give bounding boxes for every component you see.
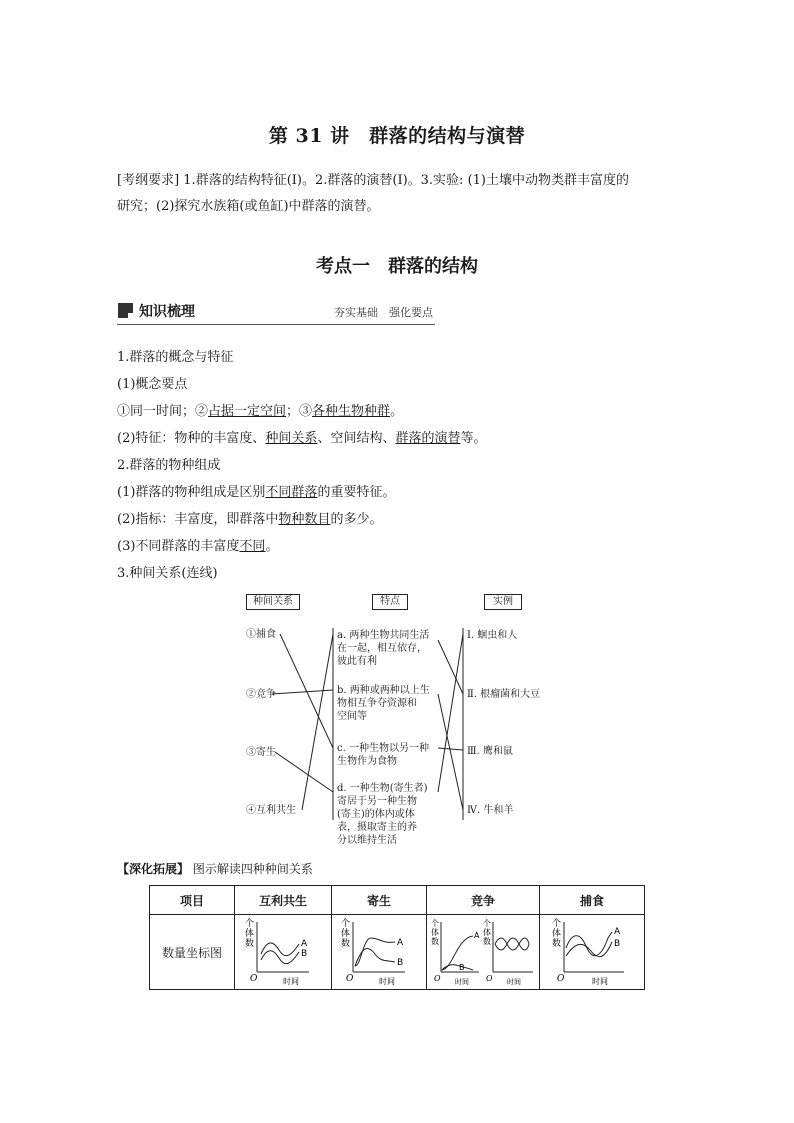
table-header: 项目 (150, 886, 235, 915)
feature-a (337, 629, 429, 668)
heading-3: 3.种间关系(连线) (117, 566, 218, 581)
axis-y-char: 数 (431, 937, 439, 946)
text-run: 的多少。 (330, 512, 383, 527)
label-a: A (614, 927, 621, 937)
text-run: 、空间结构、 (317, 431, 396, 446)
feature-line: 彼此有利 (337, 656, 377, 667)
underlined-answer: 占据一定空间 (208, 404, 287, 419)
feature-line: a. 两种生物共同生活 (337, 630, 430, 641)
feature-line: (寄主)的体内或体 (337, 809, 415, 820)
link-feature-a (438, 640, 463, 694)
knowledge-bar-subtitle: 夯实基础 强化要点 (334, 306, 433, 319)
label-b: B (301, 949, 308, 959)
example-item: Ⅰ. 蛔虫和人 (467, 630, 518, 641)
table-header: 互利共生 (235, 886, 332, 915)
extension-line (117, 860, 313, 877)
curve-b (261, 951, 299, 964)
axis-y-char: 数 (552, 939, 562, 949)
axis-y-char: 体 (431, 928, 439, 937)
graph-competition (427, 915, 540, 990)
label-a: A (301, 939, 308, 949)
origin-label: O (434, 974, 441, 983)
origin-label: O (557, 974, 565, 984)
knowledge-bar-title: 知识梳理 (139, 304, 195, 320)
axis-y-char: 体 (552, 929, 562, 939)
heading-1: 1.群落的概念与特征 (117, 350, 234, 365)
origin-label: O (486, 974, 493, 983)
predation-chart (550, 918, 634, 986)
feature-line: 空间等 (337, 711, 367, 722)
axis-y-char: 体 (483, 928, 491, 937)
section-title: 考点一 群落的结构 (316, 256, 478, 277)
axis-x-label: 时间 (592, 977, 608, 986)
axis-x-label: 时间 (283, 977, 299, 986)
text-run: (3)不同群落的丰富度 (117, 539, 240, 554)
feature-line: b. 两种或两种以上生 (337, 685, 430, 696)
example-item: Ⅱ. 根瘤菌和大豆 (467, 689, 541, 700)
underlined-answer: 物种数目 (278, 512, 331, 527)
syllabus-tag: [考纲要求] (117, 173, 180, 188)
axis-y-char: 体 (245, 929, 255, 939)
table-row-label: 数量坐标图 (150, 915, 235, 990)
feature-line: 分以维持生活 (337, 835, 397, 846)
curve-a (442, 936, 473, 970)
axis-y-char: 数 (483, 937, 491, 946)
axis-y-char: 个 (483, 919, 491, 928)
graph-parasitism (332, 915, 427, 990)
axis-y-char: 个 (245, 919, 255, 929)
graph-mutualism (235, 915, 332, 990)
label-b: B (397, 958, 404, 968)
axis-y-char: 体 (341, 929, 351, 939)
feature-line: 表，摄取寄主的养 (337, 822, 417, 833)
label-b: B (459, 963, 465, 972)
underlined-answer: 各种生物种群 (312, 404, 391, 419)
relations-table (149, 885, 645, 990)
competition-chart (429, 918, 537, 986)
curve-a (566, 932, 612, 956)
origin-label: O (346, 974, 354, 984)
header-relation: 种间关系 (246, 594, 300, 610)
link-competition (272, 690, 333, 694)
relation-item: ④互利共生 (246, 805, 296, 816)
text-run: 。 (390, 404, 404, 419)
feature-line: 生物作为食物 (337, 756, 397, 767)
example-item: Ⅳ. 牛和羊 (467, 805, 514, 816)
table-header: 捕食 (540, 886, 645, 915)
text-run: ；③ (286, 404, 313, 419)
concept-heading: (1)概念要点 (117, 377, 188, 392)
example-item: Ⅲ. 鹰和鼠 (467, 746, 514, 757)
syllabus-line2: 研究；(2)探究水族箱(或鱼缸)中群落的演替。 (117, 199, 380, 214)
underlined-answer: 不同 (239, 539, 266, 554)
mutualism-chart (243, 918, 323, 986)
text-run: 等。 (460, 431, 487, 446)
header-example: 实例 (484, 594, 522, 610)
feature-c (337, 742, 429, 768)
graph-predation (540, 915, 645, 990)
underlined-answer: 群落的演替 (395, 431, 461, 446)
label-a: A (474, 931, 480, 940)
feature-line: c. 一种生物以另一种 (337, 743, 429, 754)
text-run: 。 (265, 539, 279, 554)
axis-x-label: 时间 (455, 978, 469, 986)
header-feature: 特点 (372, 594, 408, 610)
table-header: 寄生 (332, 886, 427, 915)
label-b: B (614, 939, 621, 949)
table-header-row (150, 886, 645, 915)
feature-line: 在一起，相互依存， (337, 643, 427, 654)
text-run: ①同一时间；② (117, 404, 209, 419)
origin-label: O (250, 974, 258, 984)
feature-line: 物相互争夺资源和 (337, 698, 417, 709)
curve-a (495, 938, 529, 950)
axis-y-char: 个 (552, 919, 562, 929)
text-run: (2)指标：丰富度，即群落中 (117, 512, 279, 527)
text-run: (1)群落的物种组成是区别 (117, 485, 266, 500)
axis-y-char: 个 (341, 919, 351, 929)
feature-line: 寄居于另一种生物 (337, 796, 417, 807)
curve-b (495, 938, 529, 950)
relation-item: ③寄生 (246, 747, 276, 758)
feature-line: d. 一种生物(寄生者) (337, 783, 428, 794)
curve-a (355, 938, 395, 966)
text-run: (2)特征：物种的丰富度、 (117, 431, 266, 446)
link-mutualism (302, 634, 333, 810)
axis-x-label: 时间 (379, 977, 395, 986)
syllabus-line1: 1.群落的结构特征(Ⅰ)。2.群落的演替(Ⅰ)。3.实验: (1)土壤中动物类群丰富度的 (179, 173, 629, 188)
table-header: 竞争 (427, 886, 540, 915)
curve-a (261, 943, 299, 956)
link-parasitism (275, 752, 333, 792)
label-a: A (397, 938, 404, 948)
relation-item: ①捕食 (246, 629, 276, 640)
extension-tag: 【深化拓展】 (117, 862, 190, 876)
axis-x-label: 时间 (507, 978, 521, 986)
page-title: 第 31 讲 群落的结构与演替 (268, 125, 526, 147)
feature-d (337, 782, 428, 847)
heading-2: 2.群落的物种组成 (117, 458, 221, 473)
axis-y-char: 个 (431, 919, 439, 928)
extension-text: 图示解读四种种间关系 (189, 862, 313, 876)
underlined-answer: 不同群落 (265, 485, 318, 500)
parasitism-chart (339, 918, 419, 986)
feature-b (337, 684, 430, 723)
relation-item: ②竞争 (246, 689, 276, 700)
axis-y-char: 数 (245, 939, 255, 949)
table-row (150, 915, 645, 990)
text-run: 的重要特征。 (317, 485, 396, 500)
underlined-answer: 种间关系 (265, 431, 318, 446)
axis-y-char: 数 (341, 939, 351, 949)
